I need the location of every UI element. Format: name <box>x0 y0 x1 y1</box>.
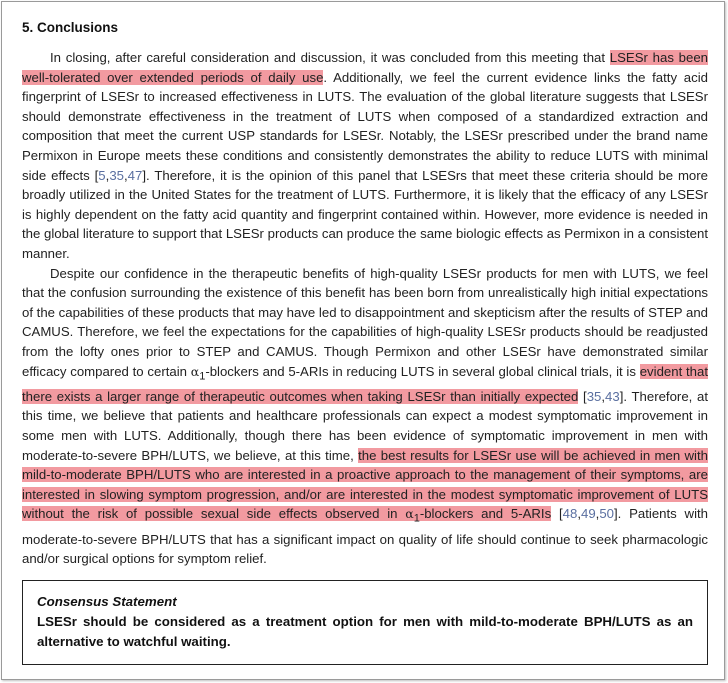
alpha-symbol-2: α <box>405 506 414 522</box>
p2-text-1: Despite our confidence in the therapeutic benefits of high-quality LSESr products for men with LUTS, we feel that the confusion surrounding the existence of this benefit has been born from unrealistically high initial expectations of the capabilities of these products that may have led to disappointment and skepticism after the results of STEP and CAMUS. Therefore, we feel the expectations for the capabilities of high-quality LSESr products should be readjusted from the lofty ones prior to STEP and CAMUS. Though Permixon and other LSESr have demonstrated similar efficacy compared to certain <box>22 265 708 379</box>
conclusions-body <box>22 48 708 569</box>
ref-link-35b[interactable]: 35 <box>586 388 602 404</box>
consensus-text: LSESr should be considered as a treatment option for men with mild-to-moderate BPH/LUTS as an alternative to watchful waiting. <box>37 614 693 649</box>
section-heading: 5. Conclusions <box>22 20 119 35</box>
ref-link-48[interactable]: 48 <box>562 506 578 522</box>
alpha-symbol: α <box>190 363 200 379</box>
ref-link-43[interactable]: 43 <box>605 388 620 404</box>
highlight-3-text-b: -blockers and 5-ARIs <box>419 506 552 522</box>
ref-link-49[interactable]: 49 <box>581 506 596 522</box>
ref-link-47[interactable]: 47 <box>127 167 143 183</box>
p2-text-6: ]. Patients with moderate-to-severe BPH/LUTS that has a significant impact on quality of life should continue to seek pharmacologic and/or surgical options for symptom relief. <box>22 506 709 567</box>
highlight-3-text-a: the best results for LSESr use will be achieved in men with mild-to-moderate BPH/LUTS who are interested in a proactive approach to the management of their symptoms, are interested in slowing symptom progression, and/or are interested in the modest symptomatic improvement of LUTS without the risk of possible sexual side effects observed in <box>22 447 708 522</box>
alpha-subscript: 1 <box>199 370 206 383</box>
highlight-1: LSESr has been well-tolerated over extended periods of daily use <box>22 50 709 85</box>
p1-text-2: . Additionally, we feel the current evidence links the fatty acid fingerprint of LSESr to increased effectiveness in LUTS. The evaluation of the global literature suggests that LSESr should demonstrate effectiveness in the treatment of LUTS when composed of a standardized extraction and composition that meet the current USP standards for LSESr. Notably, the LSESr prescribed under the brand name Permixon in Europe meets these conditions and consistently demonstrates the ability to reduce LUTS with minimal side effects [ <box>22 69 708 183</box>
consensus-title: Consensus Statement <box>37 594 177 609</box>
p2-text-4: ]. Therefore, at this time, we believe that patients and healthcare professionals can expect a modest symptomatic improvement in some men with LUTS. Additionally, though there has been evidence of symptomatic improvement in men with moderate-to-severe BPH/LUTS, we believe, at this time, <box>22 388 708 463</box>
document-frame <box>1 1 725 680</box>
alpha-subscript-2: 1 <box>413 512 420 525</box>
p1-text-1: In closing, after careful consideration and discussion, it was concluded from this meeting that <box>50 50 610 65</box>
p2-text-3: [ <box>578 388 587 404</box>
p2-text-2: -blockers and 5-ARIs in reducing LUTS in several global clinical trials, it is <box>205 363 640 379</box>
consensus-statement-box <box>22 580 708 665</box>
highlight-2: evident that there exists a larger range of therapeutic outcomes when taking LSESr than initially expected <box>22 363 708 404</box>
ref-link-50[interactable]: 50 <box>599 506 615 522</box>
p2-text-5: [ <box>551 506 563 522</box>
p1-text-3: ]. Therefore, it is the opinion of this panel that LSESrs that meet these criteria should be more broadly utilized in the United States for the treatment of LUTS. Furthermore, it is likely that the efficacy of any LSESr is highly dependent on the fatty acid quantity and fingerprint contained within. However, more evidence is needed in the global literature to support that LSESr products can produce the same biologic effects as Permixon in a consistent manner. <box>22 167 708 261</box>
ref-link-35[interactable]: 35 <box>109 167 124 183</box>
ref-link-5[interactable]: 5 <box>98 167 106 183</box>
paragraph-1: In closing, after careful consideration and discussion, it was concluded from this meeting that LSESr has been well-tolerated over extended periods of daily use. Additionally, we feel the current evidence links the fatty acid fingerprint of LSESr to increased effectiveness in LUTS. The evaluation of the global literature suggests that LSESr should demonstrate effectiveness in the treatment of LUTS when composed of a standardized extraction and composition that meet the current USP standards for LSESr. Notably, the LSESr prescribed under the brand name Permixon in Europe meets these conditions and consistently demonstrates the ability to reduce LUTS with minimal side effects [5,35,47]. Therefore, it is the opinion of this panel that LSESrs that meet these criteria should be more broadly utilized in the United States for the treatment of LUTS. Furthermore, it is likely that the efficacy of any LSESr is highly dependent on the fatty acid quantity and fingerprint contained within. However, more evidence is needed in the global literature to support that LSESr products can produce the same biologic effects as Permixon in a consistent manner. <box>22 50 709 261</box>
paragraph-2: Despite our confidence in the therapeutic benefits of high-quality LSESr products for men with LUTS, we feel that the confusion surrounding the existence of this benefit has been born from unrealistically high initial expectations of the capabilities of these products that may have led to disappointment and skepticism after the results of STEP and CAMUS. Therefore, we feel the expectations for the capabilities of high-quality LSESr products should be readjusted from the lofty ones prior to STEP and CAMUS. Though Permixon and other LSESr have demonstrated similar efficacy compared to certain $\alpha_1$-blockers and 5-ARIs in reducing LUTS in several global clinical trials, it is evident that there exists a larger range of therapeutic outcomes when taking LSESr than initially expected [35,43]. Therefore, at this time, we believe that patients and healthcare professionals can expect a modest symptomatic improvement in some men with LUTS. Additionally, though there has been evidence of symptomatic improvement in men with moderate-to-severe BPH/LUTS, we believe, at this time, the best results for LSESr use will be achieved in men with mild-to-moderate BPH/LUTS who are interested in a proactive approach to the management of their symptoms, are interested in slowing symptom progression, and/or are interested in the modest symptomatic improvement of LUTS without the risk of possible sexual side effects observed in $\alpha_1$-blockers and 5-ARIs [48,49,50]. Patients with moderate-to-severe BPH/LUTS that has a significant impact on quality of life should continue to seek pharmacologic and/or surgical options for symptom relief. <box>22 265 709 567</box>
